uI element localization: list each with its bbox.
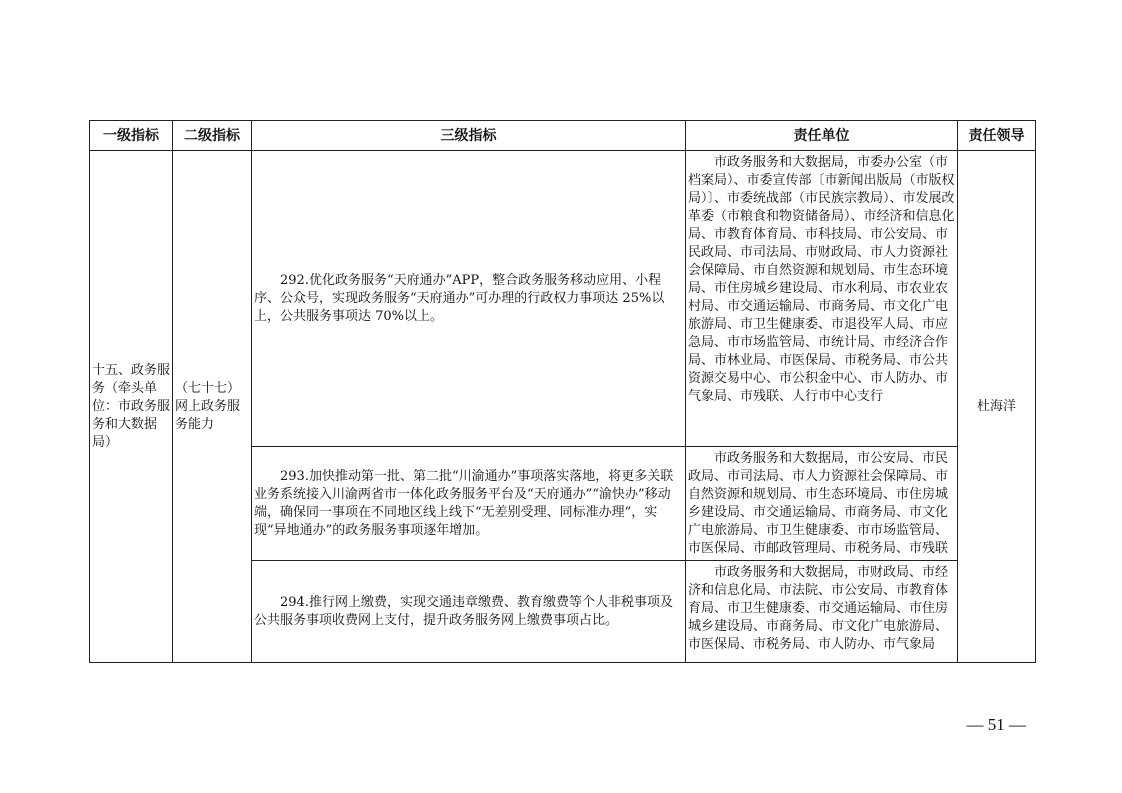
header-responsible-units: 责任单位 (686, 121, 958, 151)
header-level3: 三级指标 (252, 121, 686, 151)
responsible-units-cell: 市政务服务和大数据局，市公安局、市民政局、市司法局、市人力资源社会保障局、市自然资源和规划局、市生态环境局、市住房城乡建设局、市交通运输局、市商务局、市文化广电旅游局、市卫生健康委、市市场监管局、市医保局、市邮政管理局、市税务局、市残联 (686, 447, 958, 561)
level3-cell: 294.推行网上缴费，实现交通违章缴费、教育缴费等个人非税事项及公共服务事项收费网上支付，提升政务服务网上缴费事项占比。 (252, 561, 686, 663)
header-row (90, 121, 1036, 151)
level3-cell: 293.加快推动第一批、第二批“川渝通办”事项落实落地，将更多关联业务系统接入川渝两省市一体化政务服务平台及“天府通办”“渝快办”移动端，确保同一事项在不同地区线上线下“无差别受理、同标准办理”，实现“异地通办”的政务服务事项逐年增加。 (252, 447, 686, 561)
header-level1: 一级指标 (90, 121, 173, 151)
level2-cell: （七十七）网上政务服务能力 (173, 151, 252, 663)
header-responsible-leader: 责任领导 (958, 121, 1036, 151)
level3-cell: 292.优化政务服务“天府通办”APP，整合政务服务移动应用、小程序、公众号，实现政务服务“天府通办”可办理的行政权力事项达 25%以上，公共服务事项达 70%以上。 (252, 151, 686, 447)
level1-cell: 十五、政务服务（牵头单位：市政务服务和大数据局） (90, 151, 173, 663)
table-row (90, 151, 1036, 447)
indicator-table (89, 120, 1036, 663)
page-number: — 51 — (966, 715, 1026, 734)
responsible-units-cell: 市政务服务和大数据局，市委办公室（市档案局）、市委宣传部〔市新闻出版局（市版权局）〕、市委统战部（市民族宗教局）、市发展改革委（市粮食和物资储备局）、市经济和信息化局、市教育体育局、市科技局、市公安局、市民政局、市司法局、市财政局、市人力资源社会保障局、市自然资源和规划局、市生态环境局、市住房城乡建设局、市水利局、市农业农村局、市交通运输局、市商务局、市文化广电旅游局、市卫生健康委、市退役军人局、市应急局、市市场监管局、市统计局、市经济合作局、市林业局、市医保局、市税务局、市公共资源交易中心、市公积金中心、市人防办、市气象局、市残联、人行市中心支行 (686, 151, 958, 447)
responsible-units-cell: 市政务服务和大数据局，市财政局、市经济和信息化局、市法院、市公安局、市教育体育局、市卫生健康委、市交通运输局、市住房城乡建设局、市商务局、市文化广电旅游局、市医保局、市税务局、市人防办、市气象局 (686, 561, 958, 663)
header-level2: 二级指标 (173, 121, 252, 151)
leader-cell: 杜海洋 (958, 151, 1036, 663)
